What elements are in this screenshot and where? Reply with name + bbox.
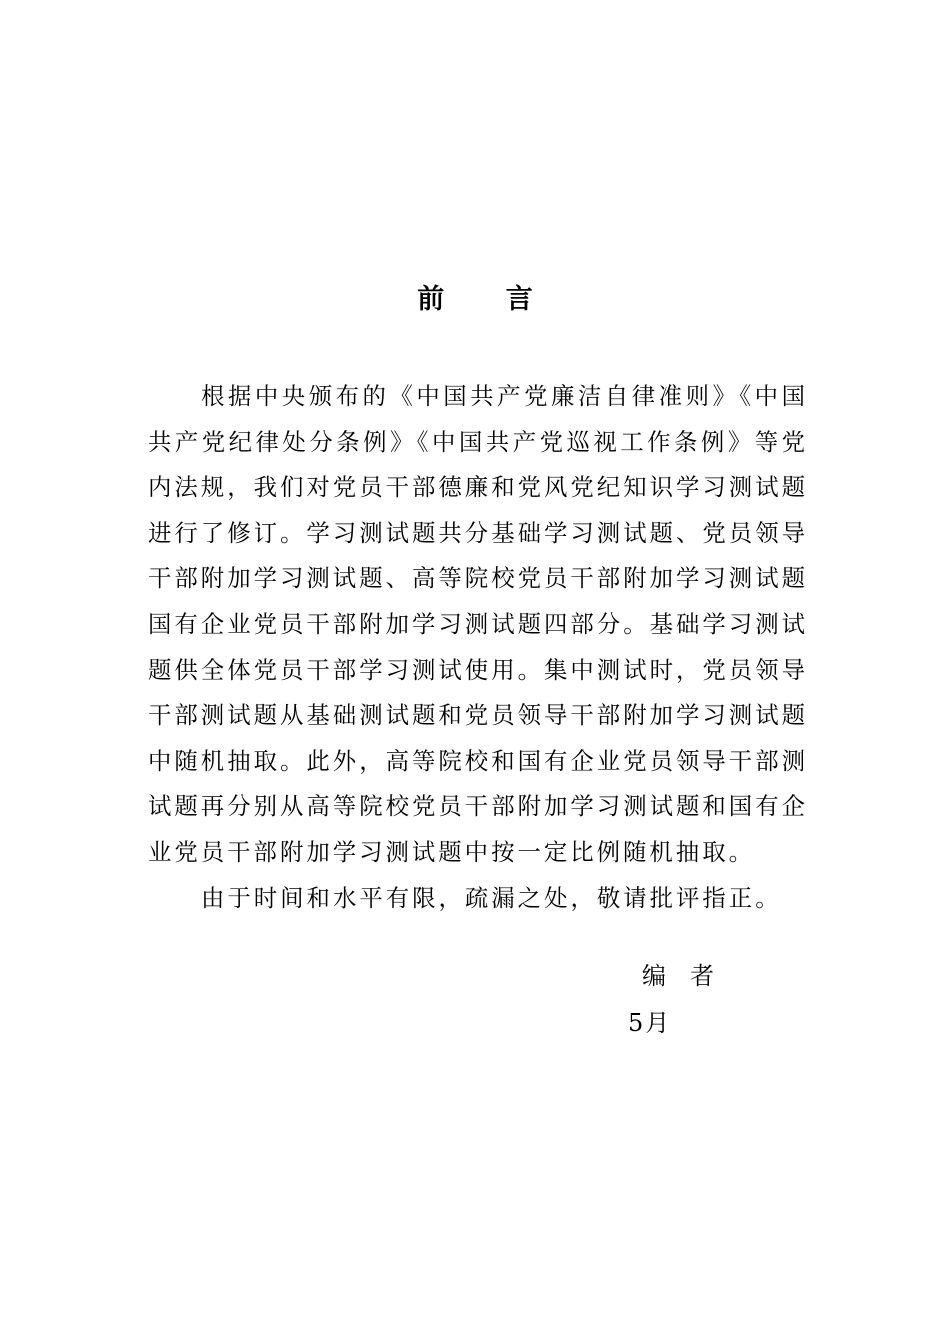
- signature-date: 5月: [628, 1009, 672, 1037]
- signature-author: 编者: [642, 962, 738, 990]
- body-paragraph: 由于时间和水平有限，疏漏之处，敬请批评指正。: [201, 883, 782, 912]
- document-body: [148, 374, 808, 921]
- page-title: 前 言: [417, 284, 559, 315]
- body-paragraph: 根据中央颁布的《中国共产党廉洁自律准则》《中国共产党纪律处分条例》《中国共产党巡视工作条例》等党内法规，我们对党员干部德廉和党风党纪知识学习测试题进行了修订。学习测试题共分基础学习测试题、党员领导干部附加学习测试题、高等院校党员干部附加学习测试题国有企业党员干部附加学习测试题四部分。基础学习测试题供全体党员干部学习测试使用。集中测试时，党员领导干部测试题从基础测试题和党员领导干部附加学习测试题中随机抽取。此外，高等院校和国有企业党员领导干部测试题再分别从高等院校党员干部附加学习测试题和国有企业党员干部附加学习测试题中按一定比例随机抽取。: [148, 382, 808, 866]
